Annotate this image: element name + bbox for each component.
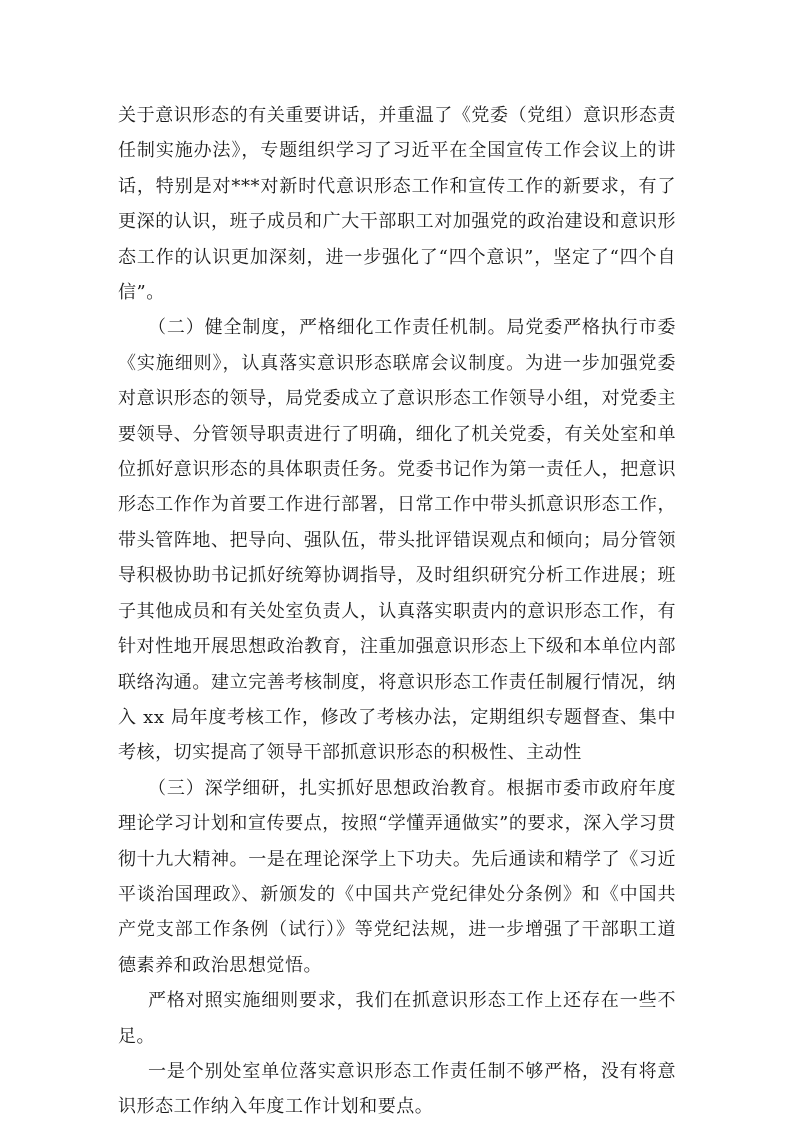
paragraph-study-continuation: 关于意识形态的有关重要讲话，并重温了《党委（党组）意识形态责任制实施办法》，专题组织学习了习近平在全国宣传工作会议上的讲话，特别是对***对新时代意识形态工作和宣传工作的新要求，有了更深的认识，班子成员和广大干部职工对加强党的政治建设和意识形态工作的认识更加深刻，进一步强化了“四个意识”，坚定了“四个自信”。 (118, 105, 676, 304)
paragraph-shortcomings-intro: 严格对照实施细则要求，我们在抓意识形态工作上还存在一些不足。 (118, 990, 676, 1047)
paragraph-shortcoming-one: 一是个别处室单位落实意识形态工作责任制不够严格，没有将意识形态工作纳入年度工作计划和要点。 (118, 1060, 676, 1118)
document-page (118, 98, 676, 1125)
paragraph-system-responsibility: （二）健全制度，严格细化工作责任机制。局党委严格执行市委《实施细则》，认真落实意识形态联席会议制度。为进一步加强党委对意识形态的领导，局党委成立了意识形态工作领导小组，对党委主要领导、分管领导职责进行了明确，细化了机关党委，有关处室和单位抓好意识形态的具体职责任务。党委书记作为第一责任人，把意识形态工作作为首要工作进行部署，日常工作中带头抓意识形态工作，带头管阵地、把导向、强队伍，带头批评错误观点和倾向；局分管领导积极协助书记抓好统筹协调指导，及时组织研究分析工作进展；班子其他成员和有关处室负责人，认真落实职责内的意识形态工作，有针对性地开展思想政治教育，注重加强意识形态上下级和本单位内部联络沟通。建立完善考核制度，将意识形态工作责任制履行情况，纳入 xx 局年度考核工作，修改了考核办法，定期组织专题督查、集中考核，切实提高了领导干部抓意识形态的积极性、主动性 (118, 317, 676, 764)
paragraph-political-education: （三）深学细研，扎实抓好思想政治教育。根据市委市政府年度理论学习计划和宣传要点，按照“学懂弄通做实”的要求，深入学习贯彻十九大精神。一是在理论深学上下功夫。先后通读和精学了《习近平谈治国理政》、新颁发的《中国共产党纪律处分条例》和《中国共产党支部工作条例（试行）》等党纪法规，进一步增强了干部职工道德素养和政治思想觉悟。 (118, 777, 676, 976)
